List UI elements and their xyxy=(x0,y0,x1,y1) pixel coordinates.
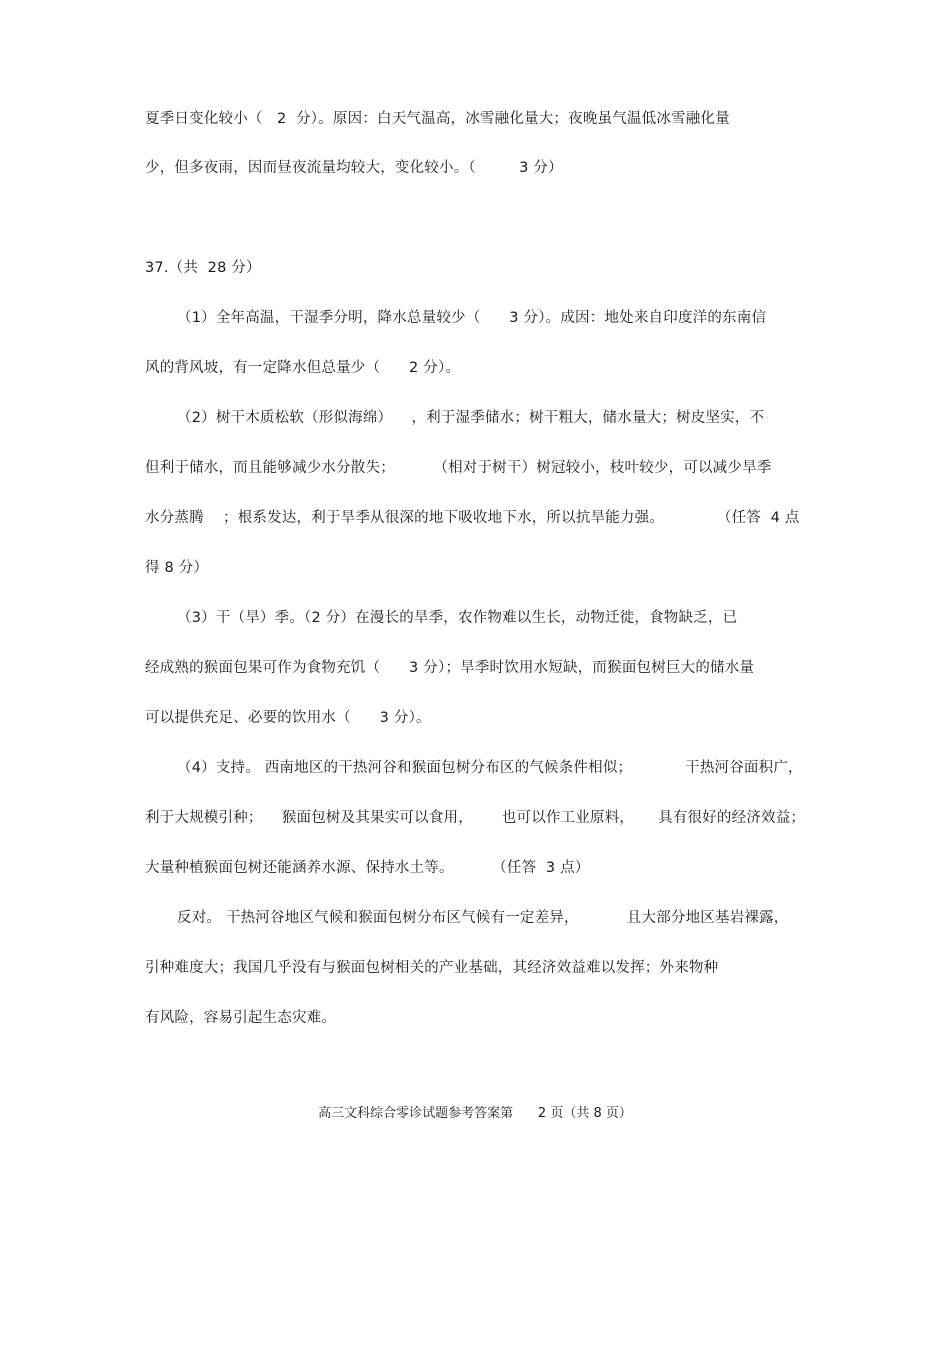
answer-37-4-oppose-line-3: 有风险，容易引起生态灾难。 xyxy=(145,1010,337,1026)
answer-37-3-line-2: 经成熟的猴面包果可作为食物充饥（ 3 分）；旱季时饮用水短缺，而猴面包树巨大的储水量 xyxy=(145,660,755,676)
answer-37-1-line-2: 风的背风坡，有一定降水但总量少（ 2 分）。 xyxy=(145,360,461,376)
answer-37-4-line-3: 大量种植猴面包树还能涵养水源、保持水土等。 （任答 3 点） xyxy=(145,860,590,876)
question-37-heading: 37.（共 28 分） xyxy=(145,260,261,276)
answer-37-3-line-1: （3）干（旱）季。（2 分）在漫长的旱季，农作物难以生长，动物迁徙，食物缺乏，已 xyxy=(177,610,738,626)
page-footer: 高三文科综合零诊试题参考答案第 2 页（共 8 页） xyxy=(318,1106,632,1121)
answer-37-2-line-4: 得 8 分） xyxy=(145,560,209,576)
answer-37-2-line-1: （2）树干木质松软（形似海绵） ，利于湿季储水；树干粗大，储水量大；树皮坚实，不 xyxy=(177,410,765,426)
answer-37-4-line-2: 利于大规模引种； 猴面包树及其果实可以食用， 也可以作工业原料， 具有很好的经济效益； xyxy=(145,810,806,826)
answer-37-2-line-3: 水分蒸腾 ；根系发达，利于旱季从很深的地下吸收地下水，所以抗旱能力强。 （任答 4 点 xyxy=(145,510,800,526)
answer-37-4-oppose-line-1: 反对。 干热河谷地区气候和猴面包树分布区气候有一定差异， 且大部分地区基岩裸露， xyxy=(177,910,789,926)
answer-36-line-1: 夏季日变化较小（ 2 分）。原因：白天气温高，冰雪融化量大；夜晚虽气温低冰雪融化量 xyxy=(145,111,730,127)
answer-37-3-line-3: 可以提供充足、必要的饮用水（ 3 分）。 xyxy=(145,710,431,726)
answer-37-4-line-1: （4）支持。 西南地区的干热河谷和猴面包树分布区的气候条件相似； 干热河谷面积广， xyxy=(177,760,803,776)
answer-37-1-line-1: （1）全年高温，干湿季分明，降水总量较少（ 3 分）。成因：地处来自印度洋的东南信 xyxy=(177,310,767,326)
answer-36-line-2: 少，但多夜雨，因而昼夜流量均较大，变化较小。（ 3 分） xyxy=(145,160,563,176)
answer-37-4-oppose-line-2: 引种难度大；我国几乎没有与猴面包树相关的产业基础，其经济效益难以发挥；外来物种 xyxy=(145,960,719,976)
answer-37-2-line-2: 但利于储水，而且能够减少水分散失； （相对于树干）树冠较小，枝叶较少，可以减少旱季 xyxy=(145,460,772,476)
